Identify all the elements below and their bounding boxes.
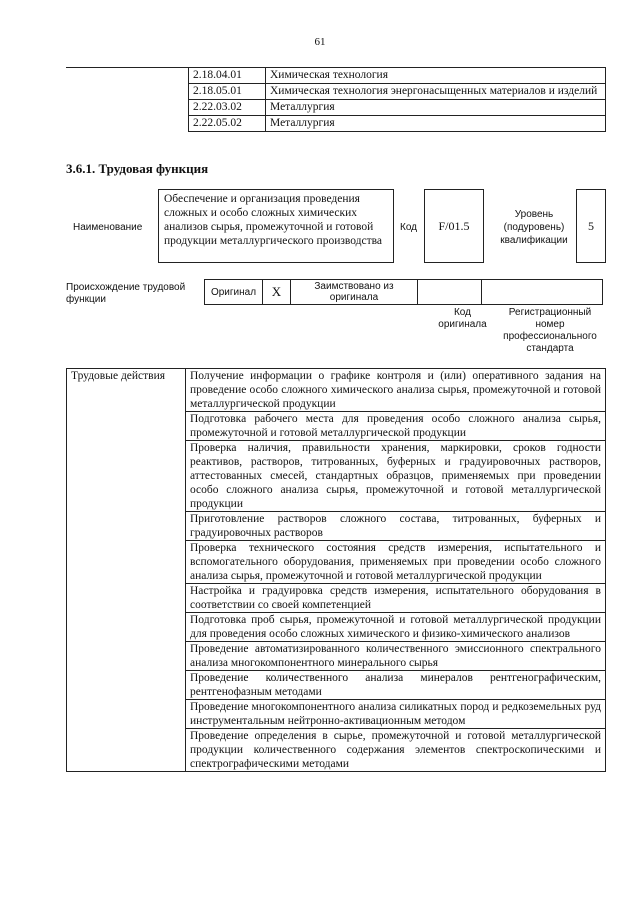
- code-cell: 2.22.03.02: [189, 100, 266, 116]
- labor-action: Проверка технического состояния средств измерения, испытательного и вспомогательного оборудования, применяемых при проведении особо сложного анализа сырья, промежуточной и готовой металлургической продукции: [186, 541, 606, 584]
- labor-action: Подготовка рабочего места для проведения особо сложного анализа сырья, промежуточной и готовой металлургической продукции: [186, 412, 606, 441]
- original-code-cell: [417, 279, 482, 305]
- page-number: 61: [314, 36, 326, 48]
- labor-action: Проведение автоматизированного количественного эмиссионного спектрального анализа многокомпонентного минерального сырья: [186, 642, 606, 671]
- level-label: Уровень (подуровень) квалификации: [500, 209, 568, 246]
- education-codes-table: [66, 67, 606, 132]
- original-cell: Оригинал: [204, 279, 263, 305]
- labor-action: Проведение определения в сырье, промежуточной и готовой металлургической продукции количественного содержания элементов спектроскопическими и спектрографическими методами: [186, 729, 606, 772]
- function-name-box: Обеспечение и организация проведения сложных и особо сложных химических анализов сырья, промежуточной и готовой продукции металлургического производства: [158, 189, 394, 263]
- labor-action: Проведение многокомпонентного анализа силикатных пород и редкоземельных руд инструментальным нейтронно-активационным методом: [186, 700, 606, 729]
- labor-action: Получение информации о графике контроля и (или) оперативного задания на проведение особо сложного химического анализа сырья, промежуточной и готовой металлургической продукции: [186, 369, 606, 412]
- labor-action: Проверка наличия, правильности хранения, маркировки, сроков годности реактивов, растворов, титрованных, буферных и градуировочных растворов, аттестованных смесей, стандартных образцов, применяемых при проведении особо сложного анализа сырья, промежуточной и готовой металлургической продукции: [186, 441, 606, 512]
- name-cell: Химическая технология: [266, 68, 606, 84]
- origin-label: Происхождение трудовой функции: [66, 282, 186, 305]
- registration-cell: [481, 279, 603, 305]
- name-cell: Металлургия: [266, 116, 606, 132]
- original-code-caption: Код оригинала: [438, 307, 487, 330]
- labor-action: Настройка и градуировка средств измерения, испытательного оборудования в соответствии со своей компетенцией: [186, 584, 606, 613]
- code-cell: 2.18.05.01: [189, 84, 266, 100]
- labor-action: Приготовление растворов сложного состава, титрованных, буферных и градуировочных растворов: [186, 512, 606, 541]
- function-code-box: F/01.5: [424, 189, 484, 263]
- blank-cell: [66, 68, 189, 132]
- registration-caption: Регистрационный номер профессионального стандарта: [503, 307, 597, 354]
- original-mark: X: [262, 279, 291, 305]
- labor-action: Подготовка проб сырья, промежуточной и готовой металлургической продукции для проведения особо сложных химического и физико-химического анализов: [186, 613, 606, 642]
- code-cell: 2.18.04.01: [189, 68, 266, 84]
- origin-row: [204, 279, 606, 305]
- code-label: Код: [400, 222, 418, 233]
- name-cell: Металлургия: [266, 100, 606, 116]
- labor-actions-table: [66, 368, 606, 772]
- name-label: Наименование: [73, 222, 143, 233]
- level-value-box: 5: [576, 189, 606, 263]
- labor-actions-header: Трудовые действия: [67, 369, 186, 772]
- code-cell: 2.22.05.02: [189, 116, 266, 132]
- labor-action: Проведение количественного анализа минералов рентгенографическим, рентгенофазным методами: [186, 671, 606, 700]
- name-cell: Химическая технология энергонасыщенных материалов и изделий: [266, 84, 606, 100]
- table-row: [67, 369, 606, 412]
- borrowed-cell: Заимствовано из оригинала: [290, 279, 418, 305]
- table-row: [66, 68, 606, 84]
- section-title: 3.6.1. Трудовая функция: [66, 161, 209, 176]
